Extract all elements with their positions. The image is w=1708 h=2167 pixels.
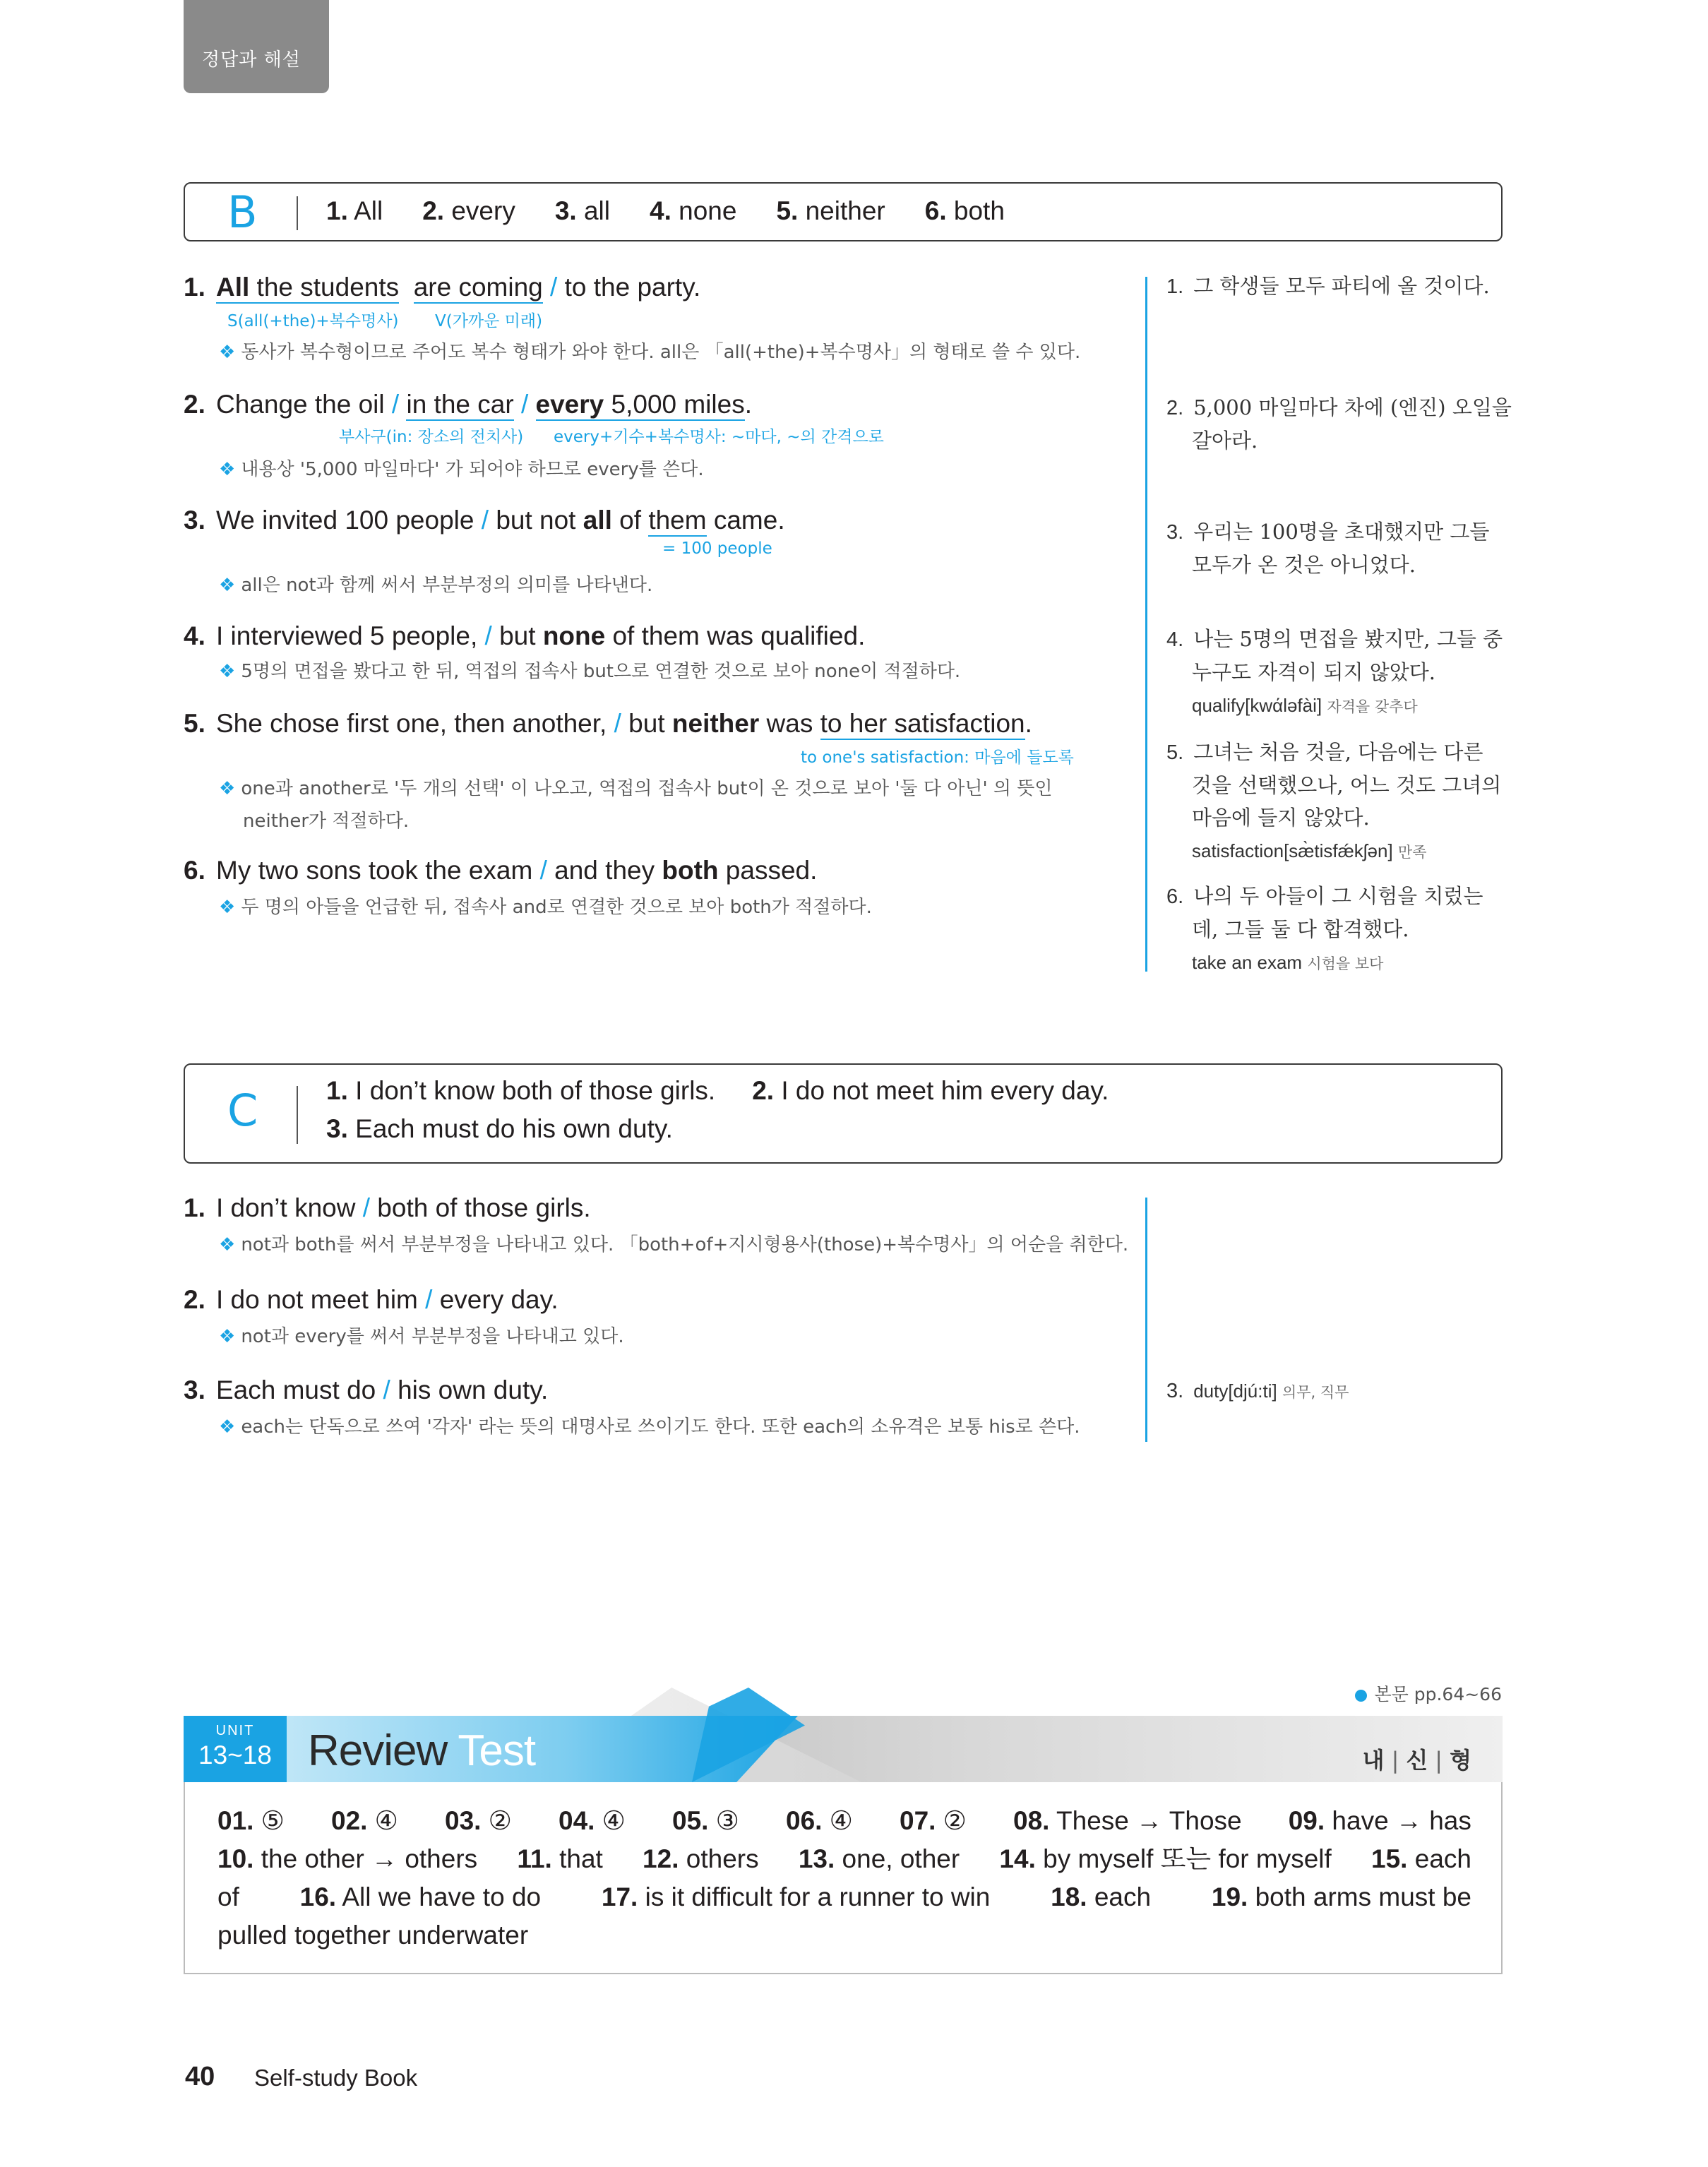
sentence-part: My two sons took the exam — [216, 856, 533, 885]
sentence-part: but — [628, 709, 672, 738]
sentence-part: and they — [554, 856, 662, 885]
grammar-note: 부사구(in: 장소의 전치사) — [339, 428, 524, 446]
review-test-title: Review Test — [308, 1726, 536, 1775]
explanation: not과 every를 써서 부분부정을 나타내고 있다. — [241, 1326, 624, 1347]
sentence-part: We invited 100 people — [216, 506, 474, 535]
review-answers — [184, 1782, 1503, 1974]
explanation: 5명의 면접을 봤다고 한 뒤, 역접의 접속사 but으로 연결한 것으로 보아 none이 적절하다. — [241, 661, 961, 682]
sentence-part: in the car — [406, 390, 513, 421]
answer-line — [217, 1878, 1471, 1916]
keyword: neither — [671, 709, 760, 738]
translation-5: 5. 그녀는 처음 것을, 다음에는 다른 것을 선택했으나, 어느 것도 그녀의 마음에 들지 않았다. satisfaction[sæ̀tisfǽkʃən] 만족 — [1166, 740, 1502, 861]
item-number: 3. — [184, 506, 205, 535]
page-number: 40 — [185, 2062, 215, 2091]
sentence-part: but not — [496, 506, 583, 535]
sentence: My two sons took the exam / and they both passed. — [216, 856, 818, 885]
explanation: not과 both를 써서 부분부정을 나타내고 있다. 「both+of+지시형용사(those)+복수명사」의 어순을 취한다. — [241, 1234, 1129, 1255]
review-answer: of — [217, 1882, 239, 1911]
divider — [297, 196, 298, 230]
review-answer: 14. by myself 또는 for myself — [999, 1844, 1332, 1873]
review-answer: 03. ② — [445, 1806, 512, 1835]
translation-4: 4. 나는 5명의 면접을 봤지만, 그들 중 누구도 자격이 되지 않았다. qualify[kwάləfài] 자격을 갖추다 — [1166, 627, 1503, 716]
item-number: 6. — [184, 856, 205, 885]
answer-3: 3. all — [554, 196, 611, 225]
sentence-part: was — [759, 709, 820, 738]
sentence-part: I interviewed 5 people, — [216, 621, 478, 650]
answer-c-1: 1. I don’t know both of those girls. 2. I do not meet him every day. — [326, 1076, 1109, 1105]
grammar-note: to one's satisfaction: 마음에 들도록 — [801, 748, 1074, 767]
sentence-part: them — [648, 506, 706, 537]
sentence-part: 5,000 miles — [604, 390, 745, 419]
answer-list-b — [326, 196, 1005, 226]
review-answer: 11. that — [517, 1844, 603, 1873]
answer-6: 6. both — [924, 196, 1005, 225]
translation-6: 6. 나의 두 아들이 그 시험을 치렀는 데, 그들 둘 다 합격했다. take an exam 시험을 보다 — [1166, 884, 1483, 973]
sentence: I do not meet him / every day. — [216, 1285, 559, 1314]
page-reference: 본문 pp.64~66 — [1355, 1681, 1502, 1706]
item-number: 4. — [184, 621, 205, 650]
section-letter-b: B — [227, 186, 258, 238]
explanation: one과 another로 '두 개의 선택' 이 나오고, 역접의 접속사 but이 온 것으로 보아 '둘 다 아닌' 의 뜻인 — [241, 778, 1053, 799]
keyword: all — [583, 506, 612, 535]
sentence-part: She chose first one, then another, — [216, 709, 607, 738]
grammar-note: S(all(+the)+복수명사) — [227, 312, 399, 330]
review-answer: 13. one, other — [798, 1844, 960, 1873]
review-test-header — [184, 1688, 1503, 1782]
answer-2: 2. every — [422, 196, 515, 225]
unit-badge: UNIT 13~18 — [184, 1716, 287, 1782]
sentence-part: of them was qualified. — [605, 621, 866, 650]
sentence-part: but — [499, 621, 543, 650]
review-answer: 08. These → Those — [1013, 1806, 1242, 1835]
sentence: She chose first one, then another, / but neither was to her satisfaction. — [216, 709, 1032, 739]
item-number: 5. — [184, 709, 205, 738]
section-tab: 정답과 해설 — [184, 0, 329, 93]
answer-line — [217, 1840, 1471, 1878]
sentence-part: Change the oil — [216, 390, 385, 419]
answer-box-b — [184, 182, 1503, 241]
review-answer: 15. each — [1371, 1844, 1471, 1873]
keyword: none — [542, 621, 606, 650]
sentence-part: of — [611, 506, 649, 535]
translation-2: 2. 5,000 마일마다 차에 (엔진) 오일을 갈아라. — [1166, 395, 1512, 453]
review-answer: 09. have → has — [1288, 1806, 1471, 1835]
review-answer: 16. All we have to do — [299, 1882, 542, 1911]
sentence: We invited 100 people / but not all of them came. — [216, 506, 785, 535]
review-answer: 12. others — [643, 1844, 759, 1873]
sentence-part: the students — [249, 273, 400, 302]
sentence: Each must do / his own duty. — [216, 1375, 549, 1404]
review-answer: 01. ⑤ — [217, 1806, 285, 1835]
sentence: I interviewed 5 people, / but none of them was qualified. — [216, 621, 866, 650]
explanation: each는 단독으로 쓰여 '각자' 라는 뜻의 대명사로 쓰이기도 한다. 또한 each의 소유격은 보통 his로 쓴다. — [241, 1416, 1080, 1438]
answer-5: 5. neither — [776, 196, 885, 225]
divider — [297, 1086, 298, 1144]
review-answer: 06. ④ — [786, 1806, 853, 1835]
item-number: 1. — [184, 1193, 205, 1222]
explanation: all은 not과 함께 써서 부분부정의 의미를 나타낸다. — [241, 575, 653, 596]
review-answer: 18. each — [1051, 1882, 1152, 1911]
answer-4: 4. none — [650, 196, 737, 225]
review-answer: 10. the other → others — [217, 1844, 478, 1873]
sentence: I don’t know / both of those girls. — [216, 1193, 591, 1222]
review-answer: 04. ④ — [559, 1806, 626, 1835]
grammar-note: = 100 people — [662, 539, 772, 558]
sentence-part: to the party. — [564, 273, 701, 302]
review-answer: 07. ② — [900, 1806, 967, 1835]
explanation: 동사가 복수형이므로 주어도 복수 형태가 와야 한다. all은 「all(+the)+복수명사」의 형태로 쓸 수 있다. — [241, 342, 1081, 363]
sentence: Change the oil / in the car / every 5,000 miles. — [216, 390, 752, 419]
item-number: 3. — [184, 1375, 205, 1404]
column-divider — [1145, 1198, 1147, 1442]
explanation: 내용상 '5,000 마일마다' 가 되어야 하므로 every를 쓴다. — [241, 459, 704, 480]
translation-c-3: 3. duty[djú:ti] 의무, 직무 — [1166, 1380, 1349, 1402]
keyword: every — [535, 390, 604, 419]
explanation: neither가 적절하다. — [243, 811, 410, 832]
review-answer: 19. both arms must be — [1211, 1882, 1471, 1911]
sentence-part: came. — [706, 506, 785, 535]
book-title: Self-study Book — [254, 2065, 418, 2091]
sentence-part: to her satisfaction — [820, 709, 1025, 740]
review-answer: 02. ④ — [331, 1806, 398, 1835]
naesin-tag: 내 | 신 | 형 — [1362, 1747, 1471, 1774]
answer-line — [217, 1802, 1471, 1840]
sentence-part: passed. — [718, 856, 818, 885]
section-letter-c: C — [227, 1085, 258, 1136]
keyword: both — [662, 856, 719, 885]
item-number: 2. — [184, 1285, 205, 1314]
review-answer: 17. is it difficult for a runner to win — [601, 1882, 991, 1911]
answer-c-3: 3. Each must do his own duty. — [326, 1114, 673, 1143]
keyword: All — [216, 273, 250, 302]
sentence-part: are coming — [414, 273, 543, 304]
translation-1: 1. 그 학생들 모두 파티에 올 것이다. — [1166, 274, 1490, 298]
translation-3: 3. 우리는 100명을 초대했지만 그들 모두가 온 것은 아니었다. — [1166, 520, 1490, 577]
grammar-note: every+기수+복수명사: ~마다, ~의 간격으로 — [554, 428, 884, 446]
answer-1: 1. All — [326, 196, 383, 225]
answer-line: pulled together underwater — [217, 1921, 529, 1950]
item-number: 1. — [184, 273, 205, 302]
sentence: All the students are coming / to the party. — [216, 273, 700, 302]
review-answer: 05. ③ — [672, 1806, 739, 1835]
column-divider — [1145, 277, 1147, 972]
explanation: 두 명의 아들을 언급한 뒤, 접속사 and로 연결한 것으로 보아 both가 적절하다. — [241, 897, 872, 918]
grammar-note: V(가까운 미래) — [435, 312, 543, 330]
answer-box-c — [184, 1063, 1503, 1164]
item-number: 2. — [184, 390, 205, 419]
